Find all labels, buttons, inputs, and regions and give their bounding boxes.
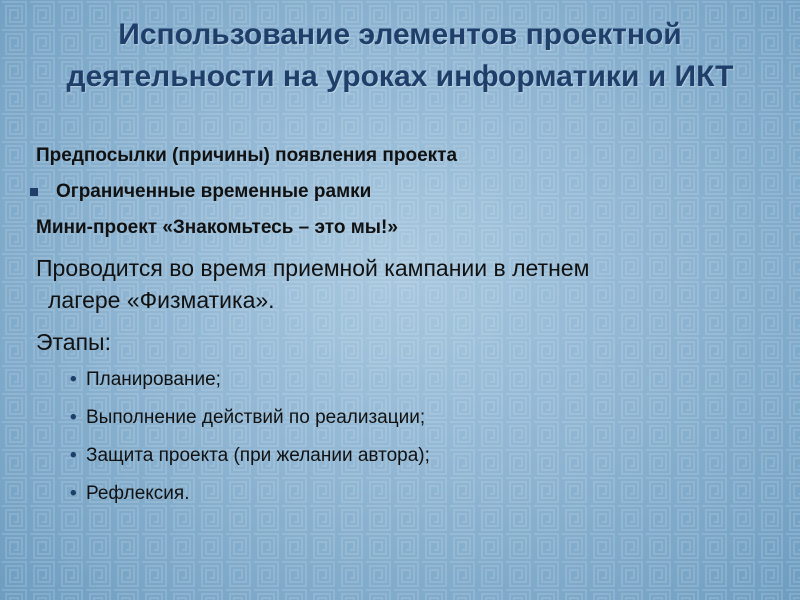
stage-item [70,482,786,506]
stages-list [70,368,786,506]
bullet-time-limits [28,180,786,204]
bullet-dot-icon: • [70,369,77,390]
bullet-dot-icon: • [70,407,77,428]
stage-item [70,444,786,468]
bullet-dot-icon: • [70,445,77,466]
stage-item [70,406,786,430]
slide-content [36,144,786,520]
square-bullet-icon [30,188,38,196]
paragraph-line-1: Проводится во время приемной кампании в летнем [36,255,590,281]
stage-item [70,368,786,392]
stages-label: Этапы: [36,329,111,355]
stage-item-text: Планирование; [86,369,221,390]
stage-item-text: Выполнение действий по реализации; [86,407,426,428]
line-mini-project: Мини-проект «Знакомьтесь – это мы!» [36,217,398,238]
stage-item-text: Рефлексия. [86,483,190,504]
bullet-time-limits-text: Ограниченные временные рамки [56,181,372,202]
stage-item-text: Защита проекта (при желании автора); [86,445,430,466]
slide-title: Использование элементов проектной деятельности на уроках информатики и ИКТ [66,18,734,93]
paragraph-line-2: лагере «Физматика». [48,287,275,313]
bullet-dot-icon: • [70,483,77,504]
paragraph-conducted [36,252,786,316]
line-prerequisites: Предпосылки (причины) появления проекта [36,145,458,166]
